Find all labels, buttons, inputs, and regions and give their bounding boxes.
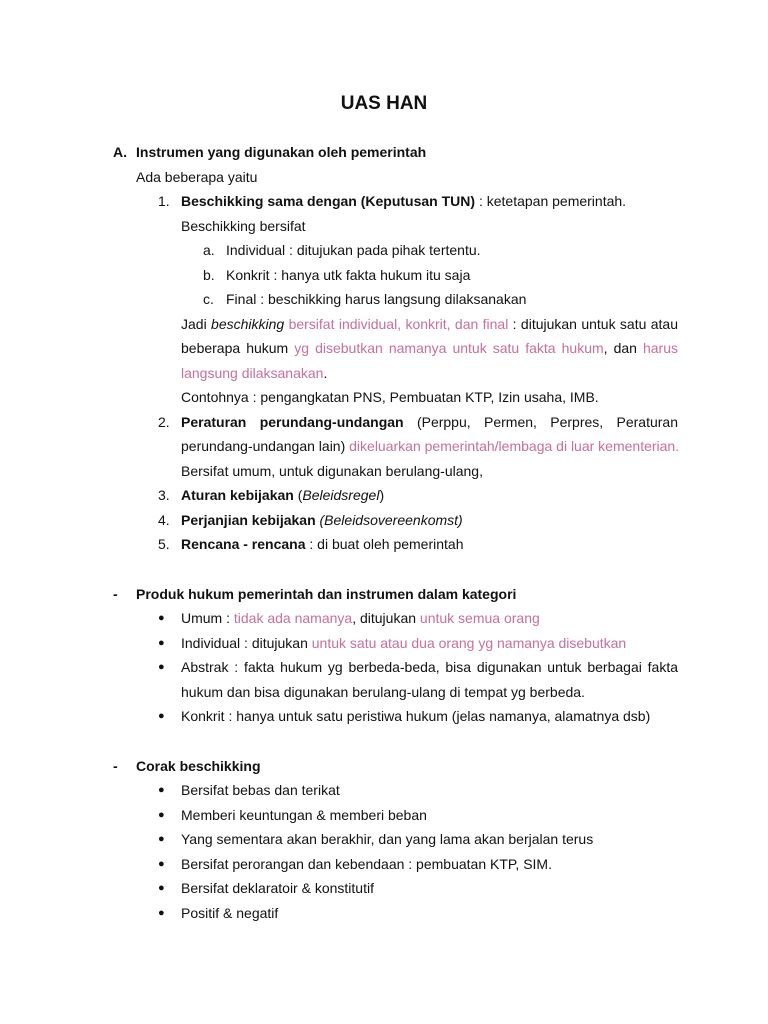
contoh-line: Contohnya : pengangkatan PNS, Pembuatan KTP, Izin usaha, IMB. bbox=[181, 389, 599, 405]
section-c-heading: Corak beschikking bbox=[136, 758, 261, 774]
individual-text: Individual : ditujukan bbox=[181, 635, 312, 651]
jadi-period: . bbox=[323, 365, 328, 381]
bullet-icon: ● bbox=[158, 882, 165, 894]
item-3-post: ) bbox=[379, 487, 385, 503]
corak-item: Bersifat deklaratoir & konstitutif bbox=[181, 880, 374, 896]
sub-c-text: Final : beschikking harus langsung dilaksanakan bbox=[226, 291, 527, 307]
jadi-text-3: beberapa hukum bbox=[181, 340, 295, 356]
jadi-highlight-3: harus bbox=[642, 340, 679, 356]
section-a-intro: Ada beberapa yaitu bbox=[136, 169, 258, 185]
abstrak-line-1: Abstrak : fakta hukum yg berbeda-beda, bisa digunakan untuk berbagai fakta bbox=[181, 659, 678, 675]
jadi-text-4: , dan bbox=[603, 340, 643, 356]
item-2-number: 2. bbox=[158, 414, 170, 430]
item-2-line2 bbox=[181, 436, 679, 456]
item-3-line bbox=[181, 485, 384, 505]
item-3-pre: ( bbox=[293, 487, 303, 503]
item-5-bold: Rencana - rencana bbox=[181, 536, 306, 552]
konkrit-line: Konkrit : hanya untuk satu peristiwa hukum (jelas namanya, alamatnya dsb) bbox=[181, 708, 651, 724]
corak-item: Memberi keuntungan & memberi beban bbox=[181, 807, 427, 823]
bullet-icon: ● bbox=[158, 710, 165, 722]
item-2-line bbox=[181, 412, 678, 432]
individual-highlight: untuk satu atau dua orang yg namanya disebutkan bbox=[311, 635, 627, 651]
sub-c-marker: c. bbox=[203, 291, 214, 307]
item-3-bold: Aturan kebijakan bbox=[181, 487, 294, 503]
item-4-line bbox=[181, 510, 463, 530]
item-5-rest: : di buat oleh pemerintah bbox=[305, 536, 464, 552]
section-b-marker: - bbox=[113, 586, 118, 602]
item-1-bold: Beschikking sama dengan (Keputusan TUN) bbox=[181, 193, 476, 209]
corak-item: Yang sementara akan berakhir, dan yang lama akan berjalan terus bbox=[181, 831, 594, 847]
bullet-icon: ● bbox=[158, 833, 165, 845]
jadi-highlight-1: bersifat individual, konkrit, dan final bbox=[288, 316, 509, 332]
item-2-text: perundang-undangan lain) bbox=[181, 438, 350, 454]
item-1-line2: Beschikking bersifat bbox=[181, 218, 306, 234]
jadi-line-3 bbox=[181, 363, 327, 383]
corak-item: Bersifat perorangan dan kebendaan : pembuatan KTP, SIM. bbox=[181, 856, 552, 872]
jadi-text-2: : ditujukan untuk satu atau bbox=[508, 316, 678, 332]
section-b-heading: Produk hukum pemerintah dan instrumen dalam kategori bbox=[136, 586, 517, 602]
item-4-italic: (Beleidsovereenkomst) bbox=[319, 512, 463, 528]
sub-a-marker: a. bbox=[203, 242, 215, 258]
jadi-highlight-2: yg disebutkan namanya untuk satu fakta hukum bbox=[294, 340, 604, 356]
item-1-number: 1. bbox=[158, 193, 170, 209]
individual-line bbox=[181, 633, 626, 653]
umum-text-2: , ditujukan bbox=[352, 610, 420, 626]
item-1-rest: : ketetapan pemerintah. bbox=[475, 193, 627, 209]
item-1-line bbox=[181, 191, 626, 211]
bullet-icon: ● bbox=[158, 858, 165, 870]
jadi-text: Jadi bbox=[181, 316, 212, 332]
jadi-italic: beschikking bbox=[211, 316, 285, 332]
bullet-icon: ● bbox=[158, 784, 165, 796]
umum-highlight-1: tidak ada namanya bbox=[233, 610, 353, 626]
jadi-line-2 bbox=[181, 338, 678, 358]
jadi-highlight-4: langsung dilaksanakan bbox=[181, 365, 324, 381]
section-a-heading: Instrumen yang digunakan oleh pemerintah bbox=[136, 144, 427, 160]
bullet-icon: ● bbox=[158, 809, 165, 821]
item-2-highlight: dikeluarkan pemerintah/lembaga di luar kementerian. bbox=[349, 438, 680, 454]
bullet-icon: ● bbox=[158, 637, 165, 649]
bullet-icon: ● bbox=[158, 907, 165, 919]
item-4-bold: Perjanjian kebijakan bbox=[181, 512, 316, 528]
item-2-bold: Peraturan perundang-undangan bbox=[181, 414, 404, 430]
corak-item: Bersifat bebas dan terikat bbox=[181, 782, 340, 798]
abstrak-line-2: hukum dan bisa digunakan berulang-ulang di tempat yg berbeda. bbox=[181, 684, 585, 700]
item-3-number: 3. bbox=[158, 487, 170, 503]
jadi-line-1 bbox=[181, 314, 678, 334]
sub-b-marker: b. bbox=[203, 267, 215, 283]
sub-b-text: Konkrit : hanya utk fakta hukum itu saja bbox=[226, 267, 471, 283]
section-c-marker: - bbox=[113, 758, 118, 774]
umum-text: Umum : bbox=[181, 610, 234, 626]
umum-line bbox=[181, 608, 540, 628]
umum-highlight-2: untuk semua orang bbox=[419, 610, 540, 626]
corak-item: Positif & negatif bbox=[181, 905, 279, 921]
bullet-icon: ● bbox=[158, 612, 165, 624]
item-5-number: 5. bbox=[158, 536, 170, 552]
item-3-italic: Beleidsregel bbox=[302, 487, 380, 503]
document-title: UAS HAN bbox=[340, 93, 428, 114]
item-5-line bbox=[181, 534, 464, 554]
section-a-marker: A. bbox=[113, 144, 127, 160]
bullet-icon: ● bbox=[158, 661, 165, 673]
item-4-number: 4. bbox=[158, 512, 170, 528]
sub-a-text: Individual : ditujukan pada pihak tertentu. bbox=[226, 242, 481, 258]
item-2-rest: (Perppu, Permen, Perpres, Peraturan bbox=[403, 414, 679, 430]
item-2-line3: Bersifat umum, untuk digunakan berulang-ulang, bbox=[181, 463, 483, 479]
